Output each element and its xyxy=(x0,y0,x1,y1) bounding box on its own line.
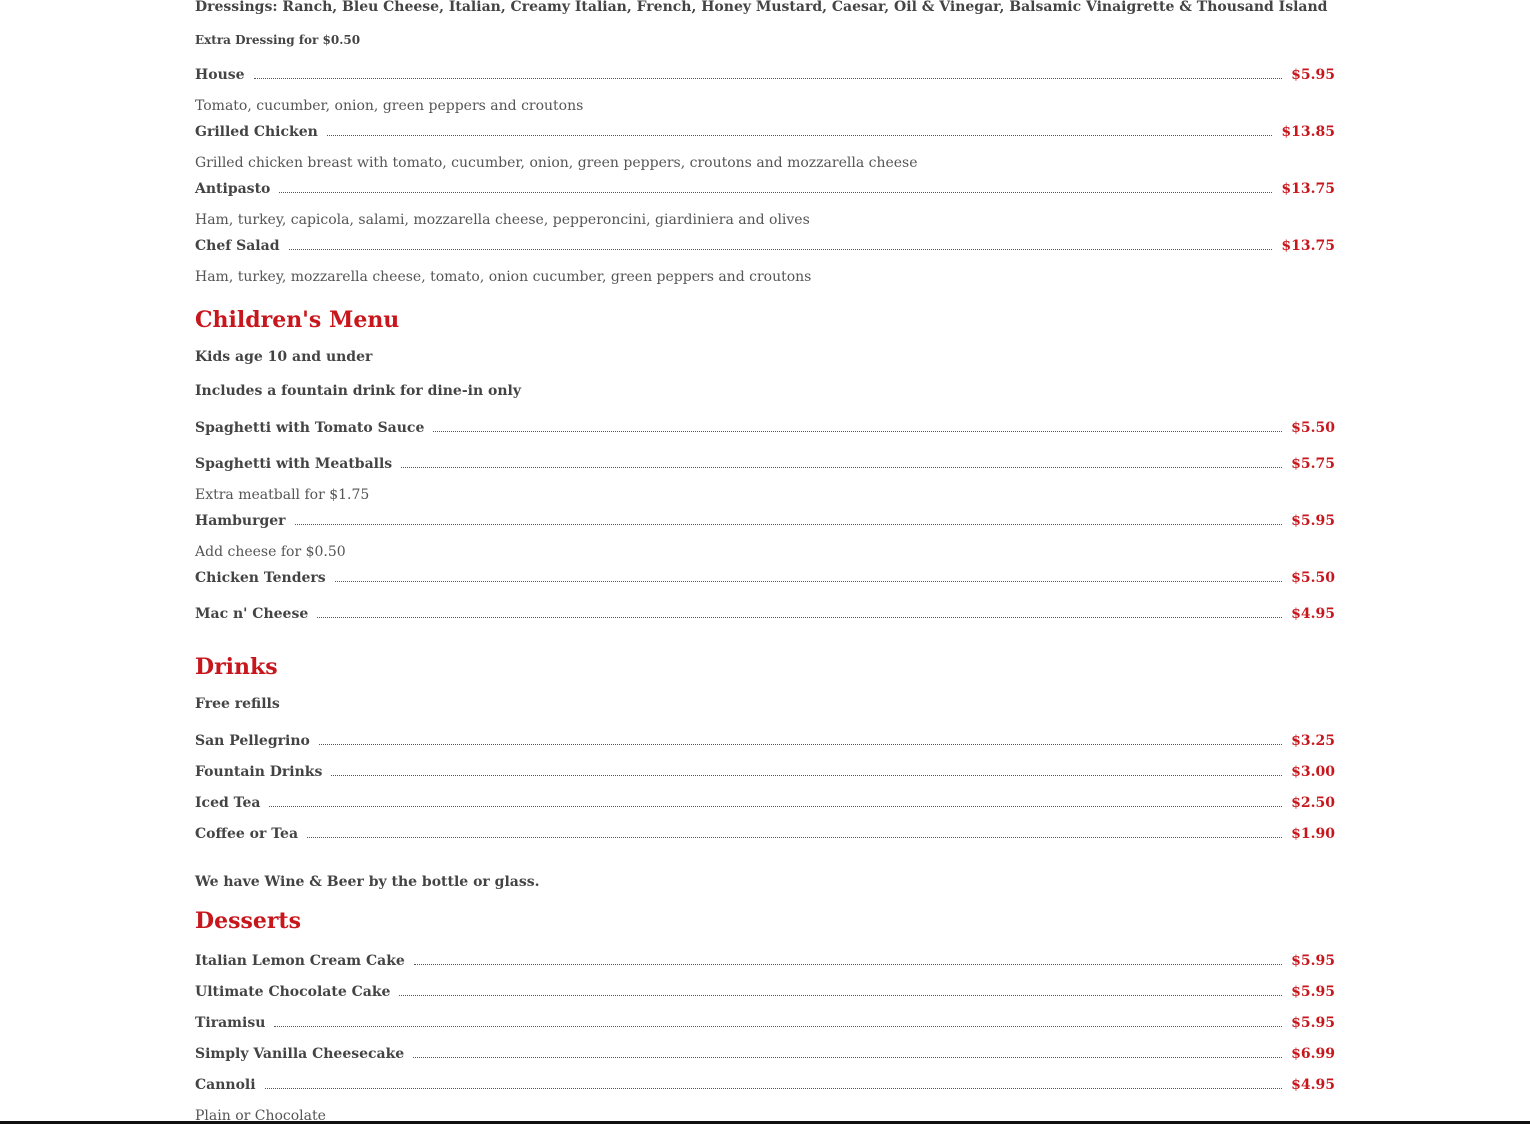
menu-item-antipasto xyxy=(195,178,1335,198)
item-name: Mac n' Cheese xyxy=(195,606,309,622)
item-name: Iced Tea xyxy=(195,795,261,811)
menu-item-hamburger xyxy=(195,510,1335,530)
item-name: House xyxy=(195,67,245,83)
item-name: Spaghetti with Tomato Sauce xyxy=(195,420,425,436)
item-price: $4.95 xyxy=(1291,1077,1335,1093)
item-name: Italian Lemon Cream Cake xyxy=(195,953,405,969)
item-price: $13.85 xyxy=(1281,124,1335,140)
item-price: $5.95 xyxy=(1291,1015,1335,1031)
dot-leader xyxy=(414,963,1282,965)
dot-leader xyxy=(335,580,1282,582)
item-price: $1.90 xyxy=(1291,826,1335,842)
item-price: $6.99 xyxy=(1291,1046,1335,1062)
item-description: Tomato, cucumber, onion, green peppers and croutons xyxy=(195,98,584,114)
dot-leader xyxy=(327,134,1273,136)
menu-item-spaghetti-meatballs xyxy=(195,453,1335,473)
item-name: Coffee or Tea xyxy=(195,826,299,842)
dot-leader xyxy=(401,466,1282,468)
menu-item-italian-lemon-cream-cake xyxy=(195,950,1335,970)
item-price: $13.75 xyxy=(1281,238,1335,254)
item-price: $5.95 xyxy=(1291,513,1335,529)
dot-leader xyxy=(307,836,1282,838)
dot-leader xyxy=(317,616,1282,618)
dressings-note: Dressings: Ranch, Bleu Cheese, Italian, Creamy Italian, French, Honey Mustard, Caesar, Oil & Vinegar, Balsamic Vinaigrette & Thousand Island xyxy=(195,0,1328,15)
item-name: Simply Vanilla Cheesecake xyxy=(195,1046,405,1062)
dot-leader xyxy=(295,523,1283,525)
dot-leader xyxy=(433,430,1282,432)
menu-item-chicken-tenders xyxy=(195,567,1335,587)
item-description: Grilled chicken breast with tomato, cucumber, onion, green peppers, croutons and mozzarella cheese xyxy=(195,155,918,171)
item-price: $5.95 xyxy=(1291,953,1335,969)
extra-dressing-note: Extra Dressing for $0.50 xyxy=(195,33,361,47)
menu-item-iced-tea xyxy=(195,792,1335,812)
item-name: Chef Salad xyxy=(195,238,280,254)
menu-item-ultimate-chocolate-cake xyxy=(195,981,1335,1001)
item-name: Tiramisu xyxy=(195,1015,266,1031)
menu-item-tiramisu xyxy=(195,1012,1335,1032)
section-heading-children: Children's Menu xyxy=(195,307,400,333)
item-price: $4.95 xyxy=(1291,606,1335,622)
item-name: Spaghetti with Meatballs xyxy=(195,456,393,472)
item-description: Ham, turkey, mozzarella cheese, tomato, onion cucumber, green peppers and croutons xyxy=(195,269,812,285)
menu-item-san-pellegrino xyxy=(195,730,1335,750)
item-description: Ham, turkey, capicola, salami, mozzarella cheese, pepperoncini, giardiniera and olives xyxy=(195,212,810,228)
drinks-refill-note: Free refills xyxy=(195,696,280,712)
item-description: Plain or Chocolate xyxy=(195,1108,326,1121)
menu-item-mac-n-cheese xyxy=(195,603,1335,623)
dot-leader xyxy=(399,994,1282,996)
dot-leader xyxy=(254,77,1283,79)
menu-item-spaghetti-tomato xyxy=(195,417,1335,437)
menu-item-house xyxy=(195,64,1335,84)
item-name: Fountain Drinks xyxy=(195,764,323,780)
wine-beer-note: We have Wine & Beer by the bottle or glass. xyxy=(195,874,540,890)
item-name: Cannoli xyxy=(195,1077,256,1093)
menu-item-coffee-or-tea xyxy=(195,823,1335,843)
section-heading-drinks: Drinks xyxy=(195,654,278,680)
item-price: $5.50 xyxy=(1291,420,1335,436)
dot-leader xyxy=(274,1025,1282,1027)
dot-leader xyxy=(331,774,1282,776)
item-price: $3.00 xyxy=(1291,764,1335,780)
menu-item-cannoli xyxy=(195,1074,1335,1094)
children-age-note: Kids age 10 and under xyxy=(195,349,373,365)
item-description: Add cheese for $0.50 xyxy=(195,544,346,560)
item-price: $5.75 xyxy=(1291,456,1335,472)
children-drink-note: Includes a fountain drink for dine-in only xyxy=(195,383,521,399)
item-name: Antipasto xyxy=(195,181,271,197)
item-price: $5.95 xyxy=(1291,984,1335,1000)
dot-leader xyxy=(289,248,1273,250)
item-description: Extra meatball for $1.75 xyxy=(195,487,370,503)
dot-leader xyxy=(413,1056,1282,1058)
item-price: $13.75 xyxy=(1281,181,1335,197)
menu-item-simply-vanilla-cheesecake xyxy=(195,1043,1335,1063)
item-price: $5.95 xyxy=(1291,67,1335,83)
menu-item-fountain-drinks xyxy=(195,761,1335,781)
section-heading-desserts: Desserts xyxy=(195,908,301,934)
item-name: San Pellegrino xyxy=(195,733,310,749)
dot-leader xyxy=(279,191,1272,193)
menu-item-grilled-chicken xyxy=(195,121,1335,141)
dot-leader xyxy=(269,805,1282,807)
item-price: $2.50 xyxy=(1291,795,1335,811)
item-price: $5.50 xyxy=(1291,570,1335,586)
menu-item-chef-salad xyxy=(195,235,1335,255)
item-name: Grilled Chicken xyxy=(195,124,318,140)
item-name: Ultimate Chocolate Cake xyxy=(195,984,391,1000)
item-price: $3.25 xyxy=(1291,733,1335,749)
dot-leader xyxy=(319,743,1282,745)
item-name: Hamburger xyxy=(195,513,286,529)
item-name: Chicken Tenders xyxy=(195,570,326,586)
dot-leader xyxy=(265,1087,1283,1089)
